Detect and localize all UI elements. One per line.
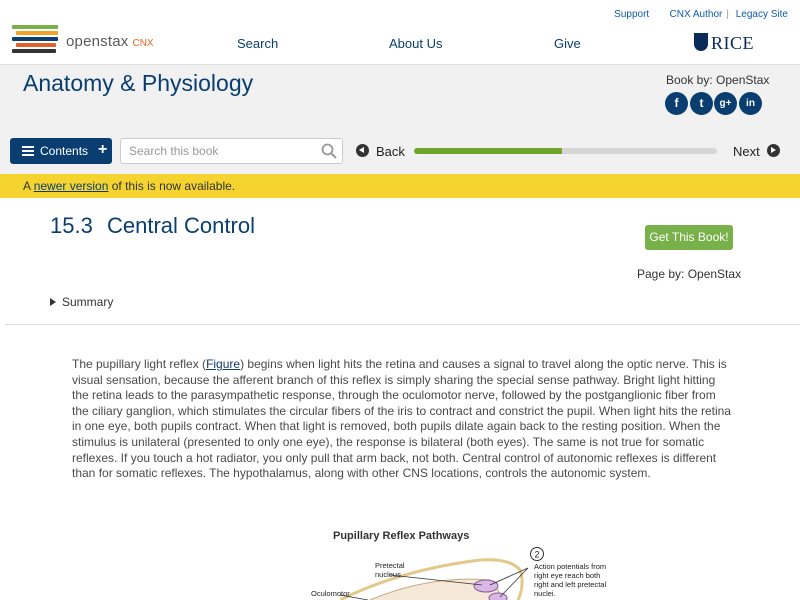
search-icon[interactable]	[321, 143, 337, 159]
get-this-book-button[interactable]: Get This Book!	[645, 225, 733, 250]
openstax-logo-icon[interactable]	[12, 25, 60, 53]
para-before-link: The pupillary light reflex (	[72, 357, 207, 371]
figure-title: Pupillary Reflex Pathways	[333, 530, 470, 542]
brand-text: openstax	[66, 33, 129, 50]
book-progress-bar	[414, 148, 717, 154]
contents-label: Contents	[40, 144, 89, 158]
back-arrow-icon[interactable]	[356, 144, 369, 157]
rice-logo-text: RICE	[711, 33, 755, 53]
linkedin-icon[interactable]: in	[739, 92, 762, 115]
nav-search[interactable]: Search	[237, 36, 279, 51]
label-oculomotor: Oculomotor	[311, 589, 350, 598]
divider	[5, 324, 800, 325]
section-title: Central Control	[107, 213, 255, 238]
body-paragraph	[72, 357, 732, 482]
nav-give[interactable]: Give	[554, 36, 581, 51]
twitter-icon[interactable]: t	[690, 92, 713, 115]
list-icon	[22, 146, 34, 156]
next-button[interactable]: Next	[733, 144, 760, 159]
rice-shield-icon	[694, 33, 708, 51]
notice-prefix: A	[23, 179, 34, 193]
cnx-author-link[interactable]: CNX Author	[669, 9, 723, 20]
figure-link[interactable]: Figure	[206, 357, 241, 371]
book-title[interactable]: Anatomy & Physiology	[23, 70, 254, 96]
summary-label: Summary	[62, 295, 114, 309]
book-author: Book by: OpenStax	[666, 73, 770, 87]
label-step-2-text: Action potentials from right eye reach both right and left pretectal nuclei.	[534, 562, 607, 598]
expand-triangle-icon	[50, 298, 56, 306]
brand-name[interactable]	[66, 33, 154, 50]
brand-suffix: CNX	[132, 38, 154, 49]
search-box[interactable]	[120, 138, 343, 164]
para-after-link: ) begins when light hits the retina and causes a signal to travel along the optic nerve. This is visual sensation, because the afferent branch of this reflex is simply sharing the special sense pathway. Bright light hitting the retina leads to the parasympathetic response, through the oculomotor nerve, followed by the postganglionic fiber from the ciliary ganglion, which stimulates the circular fibers of the iris to contract and constrict the pupil. When light hits the retina in one eye, both pupils contract. When that light is removed, both pupils dilate again back to the resting position. When the stimulus is unilateral (presented to only one eye), the response is bilateral (both eyes). The same is not true for somatic reflexes. If you touch a hot radiator, you only pull that arm back, not both. Central control of autonomic reflexes is different than for somatic reflexes. The hypothalamus, along with other CNS locations, controls the autonomic system.	[72, 357, 731, 481]
contents-button[interactable]	[10, 138, 112, 164]
newer-version-link[interactable]: newer version	[33, 179, 109, 193]
section-number: 15.3	[50, 213, 93, 238]
nav-about-us[interactable]: About Us	[389, 36, 443, 51]
back-button[interactable]: Back	[376, 144, 405, 159]
next-arrow-icon[interactable]	[767, 144, 780, 157]
newer-version-notice	[0, 174, 800, 198]
notice-suffix: of this is now available.	[108, 179, 236, 193]
support-link[interactable]: Support	[614, 9, 650, 20]
page-author: Page by: OpenStax	[637, 267, 742, 281]
site-header	[0, 0, 800, 64]
legacy-site-link[interactable]: Legacy Site	[735, 9, 788, 20]
search-input[interactable]	[129, 143, 319, 159]
google-plus-icon[interactable]: g+	[714, 92, 737, 115]
label-pretectal-nucleus: Pretectal nucleus	[375, 561, 405, 579]
plus-icon: +	[98, 141, 108, 158]
summary-toggle[interactable]	[50, 295, 113, 309]
utility-links: Support CNX Author | Legacy Site	[614, 9, 788, 20]
progress-fill	[414, 148, 562, 154]
step-number-badge: 2	[534, 549, 540, 560]
facebook-icon[interactable]: f	[665, 92, 688, 115]
